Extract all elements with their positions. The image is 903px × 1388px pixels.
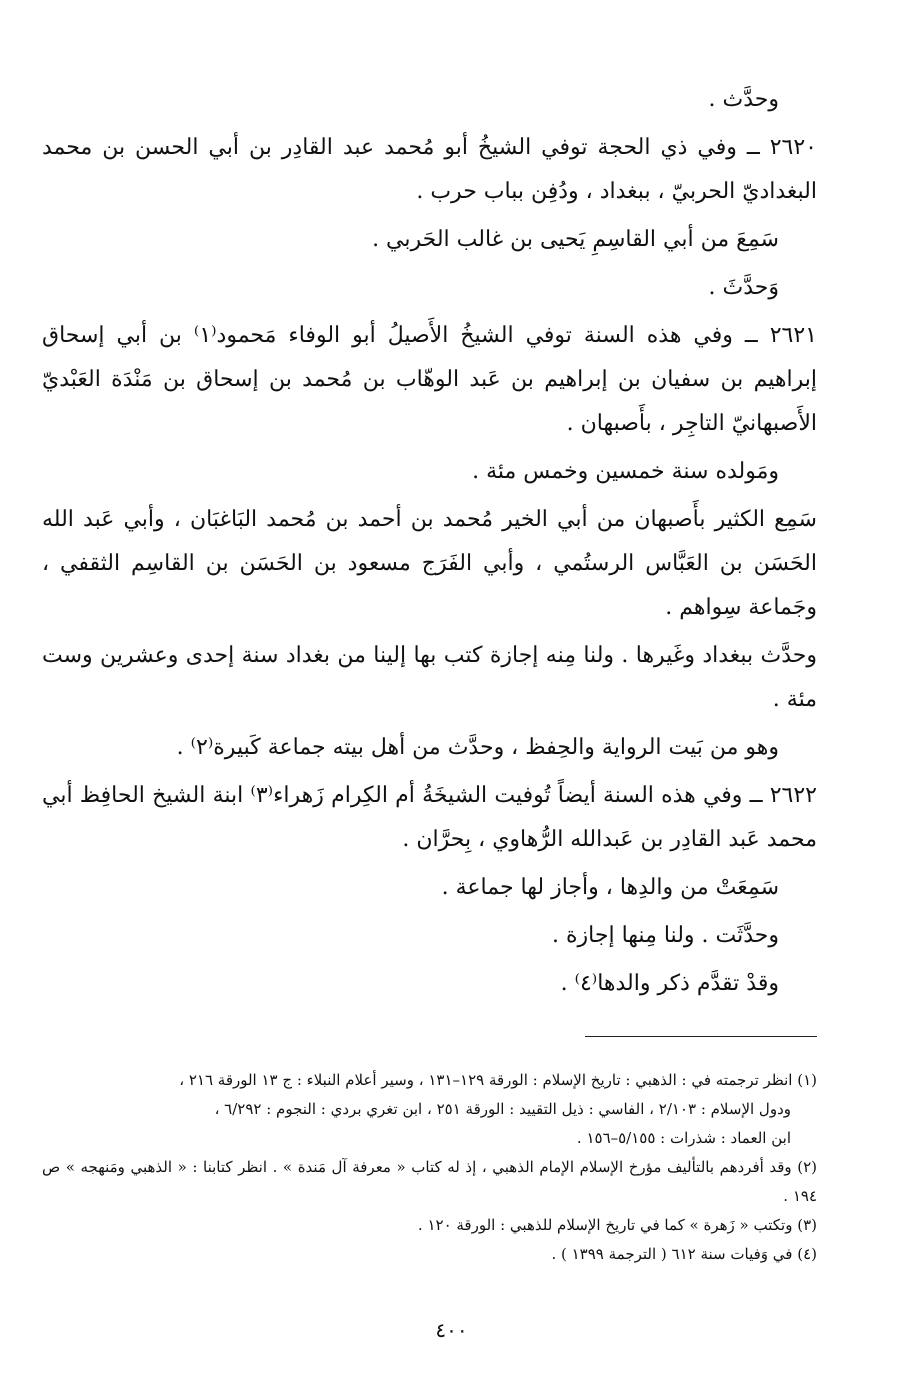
main-text bbox=[42, 78, 817, 1010]
footnotes bbox=[42, 1066, 817, 1269]
paragraph: سَمِعَتْ من والدِها ، وأجاز لها جماعة . bbox=[441, 875, 779, 900]
paragraph: ومَولده سنة خمسين وخمس مئة . bbox=[472, 459, 779, 484]
entry-2621: ٢٦٢١ ــ وفي هذه السنة توفي الشيخُ الأَصيلُ أبو الوفاء مَحمود⁽١⁾ بن أبي إسحاق إبراهيم بن سفيان بن إبراهيم بن عَبد الوهّاب بن مُحمد بن إسحاق بن مَنْدَة العَبْديّ الأَصبهانيّ التاجِر ، بأَصبهان . bbox=[42, 323, 817, 436]
footnote-1: (١) انظر ترجمته في : الذهبي : تاريخ الإسلام : الورقة ١٢٩–١٣١ ، وسير أعلام النبلاء : ج ١٣ الورقة ٢١٦ ، bbox=[179, 1071, 817, 1089]
paragraph: وحدَّث . bbox=[708, 87, 779, 112]
entry-2620: ٢٦٢٠ ــ وفي ذي الحجة توفي الشيخُ أبو مُحمد عبد القادِر بن أبي الحسن بن محمد البغداديّ الحربيّ ، ببغداد ، ودُفِن بباب حرب . bbox=[42, 135, 817, 204]
paragraph: وقدْ تقدَّم ذكر والدها⁽٤⁾ . bbox=[560, 971, 779, 996]
footnote-1-cont: ودول الإسلام : ٢/١٠٣ ، الفاسي : ذيل التقييد : الورقة ٢٥١ ، ابن تغري بردي : النجوم : ٦/٢٩٢ ، bbox=[214, 1100, 791, 1118]
paragraph: وحدَّثَت . ولنا مِنها إجازة . bbox=[552, 923, 779, 948]
footnote-divider bbox=[585, 1036, 817, 1037]
page-number: ٤٠٠ bbox=[435, 1318, 468, 1342]
footnote-4: (٤) في وَفيات سنة ٦١٢ ( الترجمة ١٣٩٩ ) . bbox=[551, 1245, 817, 1263]
paragraph: وَحدَّثَ . bbox=[708, 275, 779, 300]
paragraph: سَمِع الكثير بأَصبهان من أبي الخير مُحمد بن أحمد بن مُحمد البَاغبَان ، وأبي عَبد الله الحَسَن بن العَبَّاس الرستُمي ، وأبي الفَرَج مسعود بن الحَسَن بن القاسِم الثقفي ، وجَماعة سِواهم . bbox=[42, 507, 817, 620]
footnote-1-cont: ابن العماد : شذرات : ٥/١٥٥–١٥٦ . bbox=[576, 1129, 791, 1147]
footnote-3: (٣) وتكتب « زَهرة » كما في تاريخ الإسلام للذهبي : الورقة ١٢٠ . bbox=[417, 1216, 817, 1234]
entry-2622: ٢٦٢٢ ــ وفي هذه السنة أيضاً تُوفيت الشيخَةُ أم الكِرام زَهراء⁽٣⁾ ابنة الشيخ الحافِظ أبي محمد عَبد القادِر بن عَبدالله الرُّهاوي ، بِحرَّان . bbox=[42, 783, 817, 852]
paragraph: وحدَّث ببغداد وغَيرها . ولنا مِنه إجازة كتب بها إلينا من بغداد سنة إحدى وعشرين وست مئة . bbox=[42, 643, 817, 712]
paragraph: سَمِعَ من أبي القاسِمِ يَحيى بن غالب الحَربي . bbox=[372, 227, 779, 252]
footnote-2: (٢) وقد أفردهم بالتأليف مؤرخ الإسلام الإمام الذهبي ، إذ له كتاب « معرفة آل مَندة » . انظر كتابنا : « الذهبي ومَنهجه » ص ١٩٤ . bbox=[42, 1158, 817, 1205]
paragraph: وهو من بَيت الرواية والحِفظ ، وحدَّث من أهل بيته جماعة كَبيرة⁽٢⁾ . bbox=[176, 735, 779, 760]
